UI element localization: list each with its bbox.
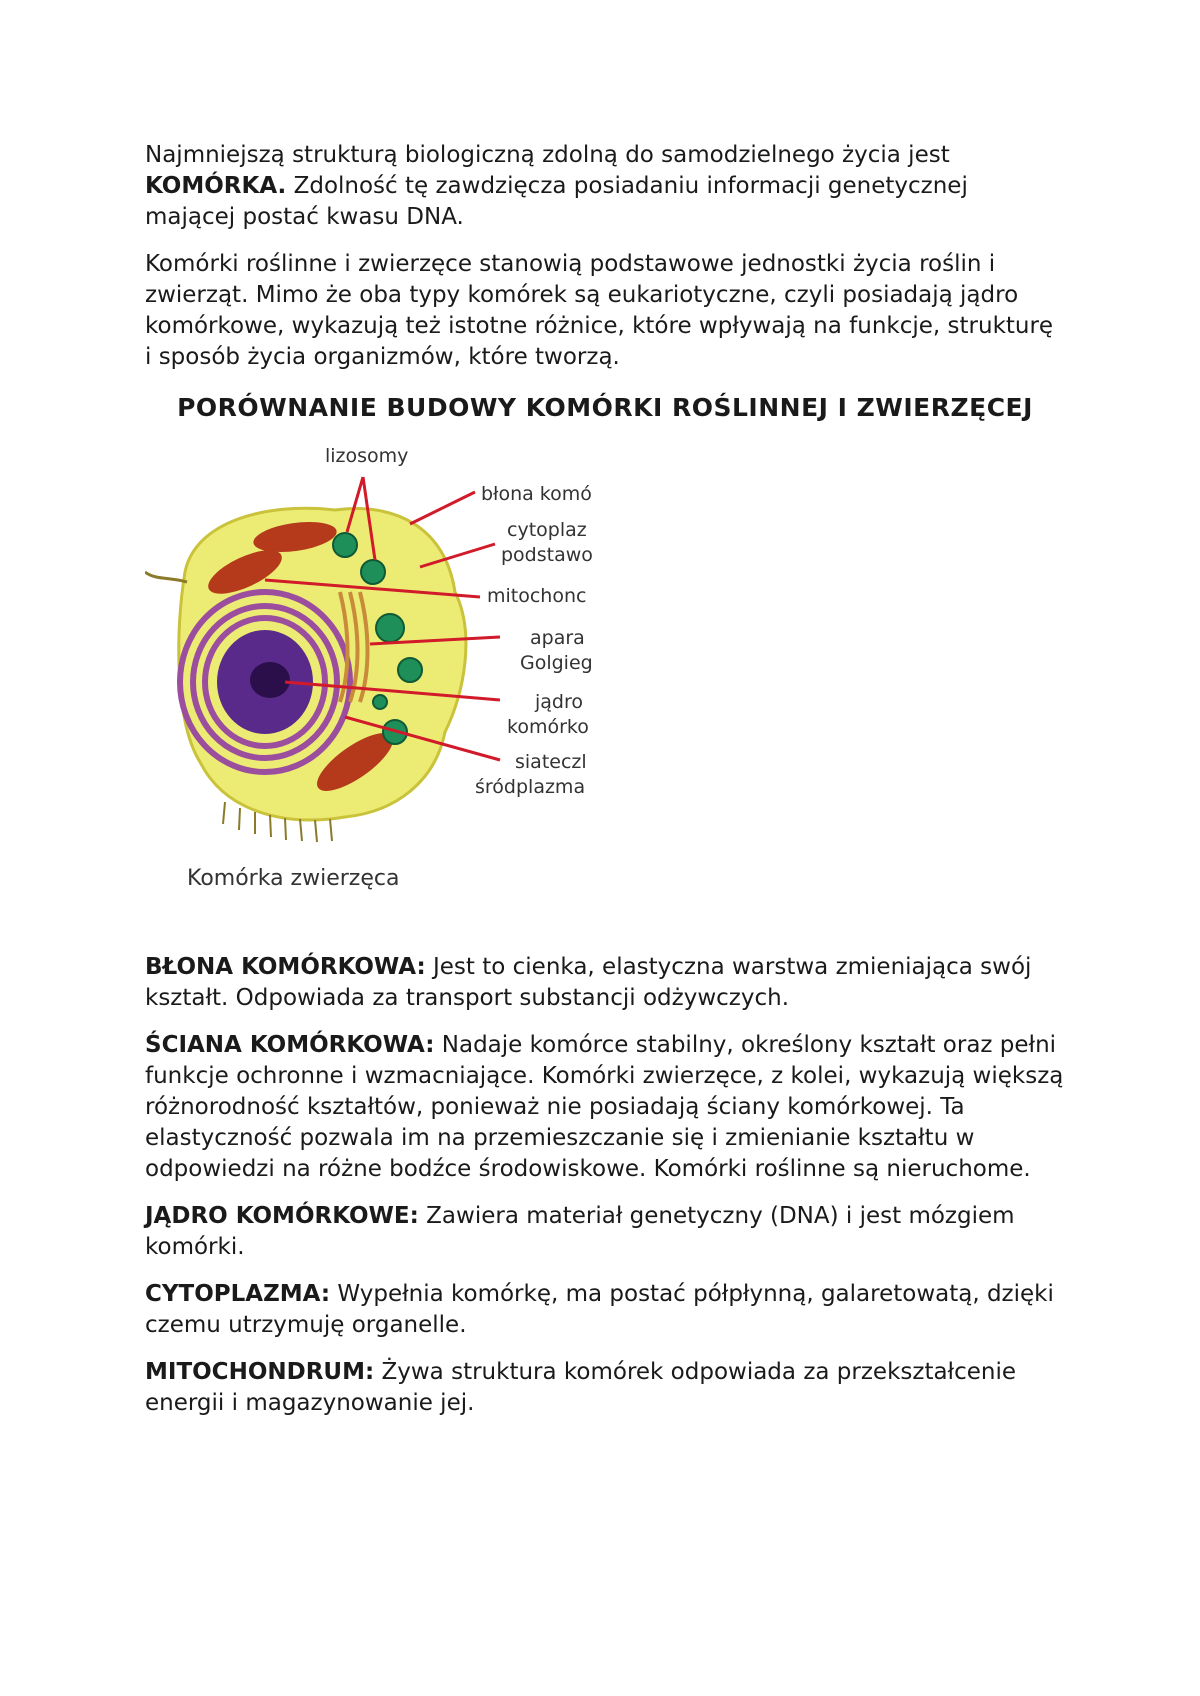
label-cytoplasm-1: cytoplaz (507, 519, 587, 541)
definition-term: CYTOPLAZMA: (145, 1281, 331, 1307)
definition-term: ŚCIANA KOMÓRKOWA: (145, 1032, 435, 1058)
document-page (145, 140, 1065, 1435)
definitions-list (145, 952, 1065, 1419)
label-nucleus-2: komórko (507, 716, 589, 738)
definition-text: Żywa struktura komórek odpowiada za przekształcenie energii i magazynowanie jej. (145, 1359, 1017, 1416)
section-heading: PORÓWNANIE BUDOWY KOMÓRKI ROŚLINNEJ I ZWIERZĘCEJ (177, 393, 1033, 422)
definition-cytoplasm (145, 1279, 1065, 1341)
definition-text: Zawiera materiał genetyczny (DNA) i jest mózgiem komórki. (145, 1203, 1015, 1260)
intro-text-a: Najmniejszą strukturą biologiczną zdolną do samodzielnego życia jest (145, 142, 950, 168)
definition-term: MITOCHONDRUM: (145, 1359, 375, 1385)
nucleolus (250, 662, 290, 698)
label-nucleus-1: jądro (535, 691, 584, 713)
label-golgi-2: Golgieg (520, 652, 593, 674)
label-er-1: siateczl (515, 751, 587, 773)
definition-text: Nadaje komórce stabilny, określony kształt oraz pełni funkcje ochronne i wzmacniające. Komórki zwierzęce, z kolei, wykazują większą różnorodność kształtów, ponieważ nie posiadają ściany komórkowej. Ta elastyczność pozwala im na przemieszczanie się i zmienianie kształtu w odpowiedzi na różne bodźce środowiskowe. Komórki roślinne są nieruchome. (145, 1032, 1064, 1182)
label-golgi-1: apara (530, 627, 585, 649)
intro-paragraph-2: Komórki roślinne i zwierzęce stanowią podstawowe jednostki życia roślin i zwierząt. Mimo że oba typy komórek są eukariotyczne, czyli posiadają jądro komórkowe, wykazują też istotne różnice, które wpływają na funkcje, strukturę i sposób życia organizmów, które tworzą. (145, 251, 1054, 370)
definition-nucleus (145, 1201, 1065, 1263)
definition-membrane (145, 952, 1065, 1014)
intro-paragraph-1 (145, 140, 1065, 233)
intro-text-b: Zdolność tę zawdzięcza posiadaniu informacji genetycznej mającej postać kwasu DNA. (145, 173, 968, 230)
intro-bold-term: KOMÓRKA. (145, 173, 287, 199)
definition-text: Jest to cienka, elastyczna warstwa zmieniająca swój kształt. Odpowiada za transport substancji odżywczych. (145, 954, 1032, 1011)
label-cytoplasm-2: podstawo (501, 544, 593, 566)
label-er-2: śródplazma (475, 776, 586, 798)
definition-cell-wall (145, 1030, 1065, 1185)
flagellum (145, 572, 187, 582)
definition-term: BŁONA KOMÓRKOWA: (145, 954, 426, 980)
label-lysosomes: lizosomy (325, 445, 409, 467)
definition-text: Wypełnia komórkę, ma postać półpłynną, galaretowatą, dzięki czemu utrzymuję organelle. (145, 1281, 1054, 1338)
label-mitochondria: mitochonc (487, 585, 587, 607)
label-membrane: błona komó (481, 483, 592, 505)
definition-mitochondrion (145, 1357, 1065, 1419)
figure-caption: Komórka zwierzęca (187, 866, 400, 891)
cell-diagram (145, 432, 615, 952)
definition-term: JĄDRO KOMÓRKOWE: (145, 1203, 419, 1229)
